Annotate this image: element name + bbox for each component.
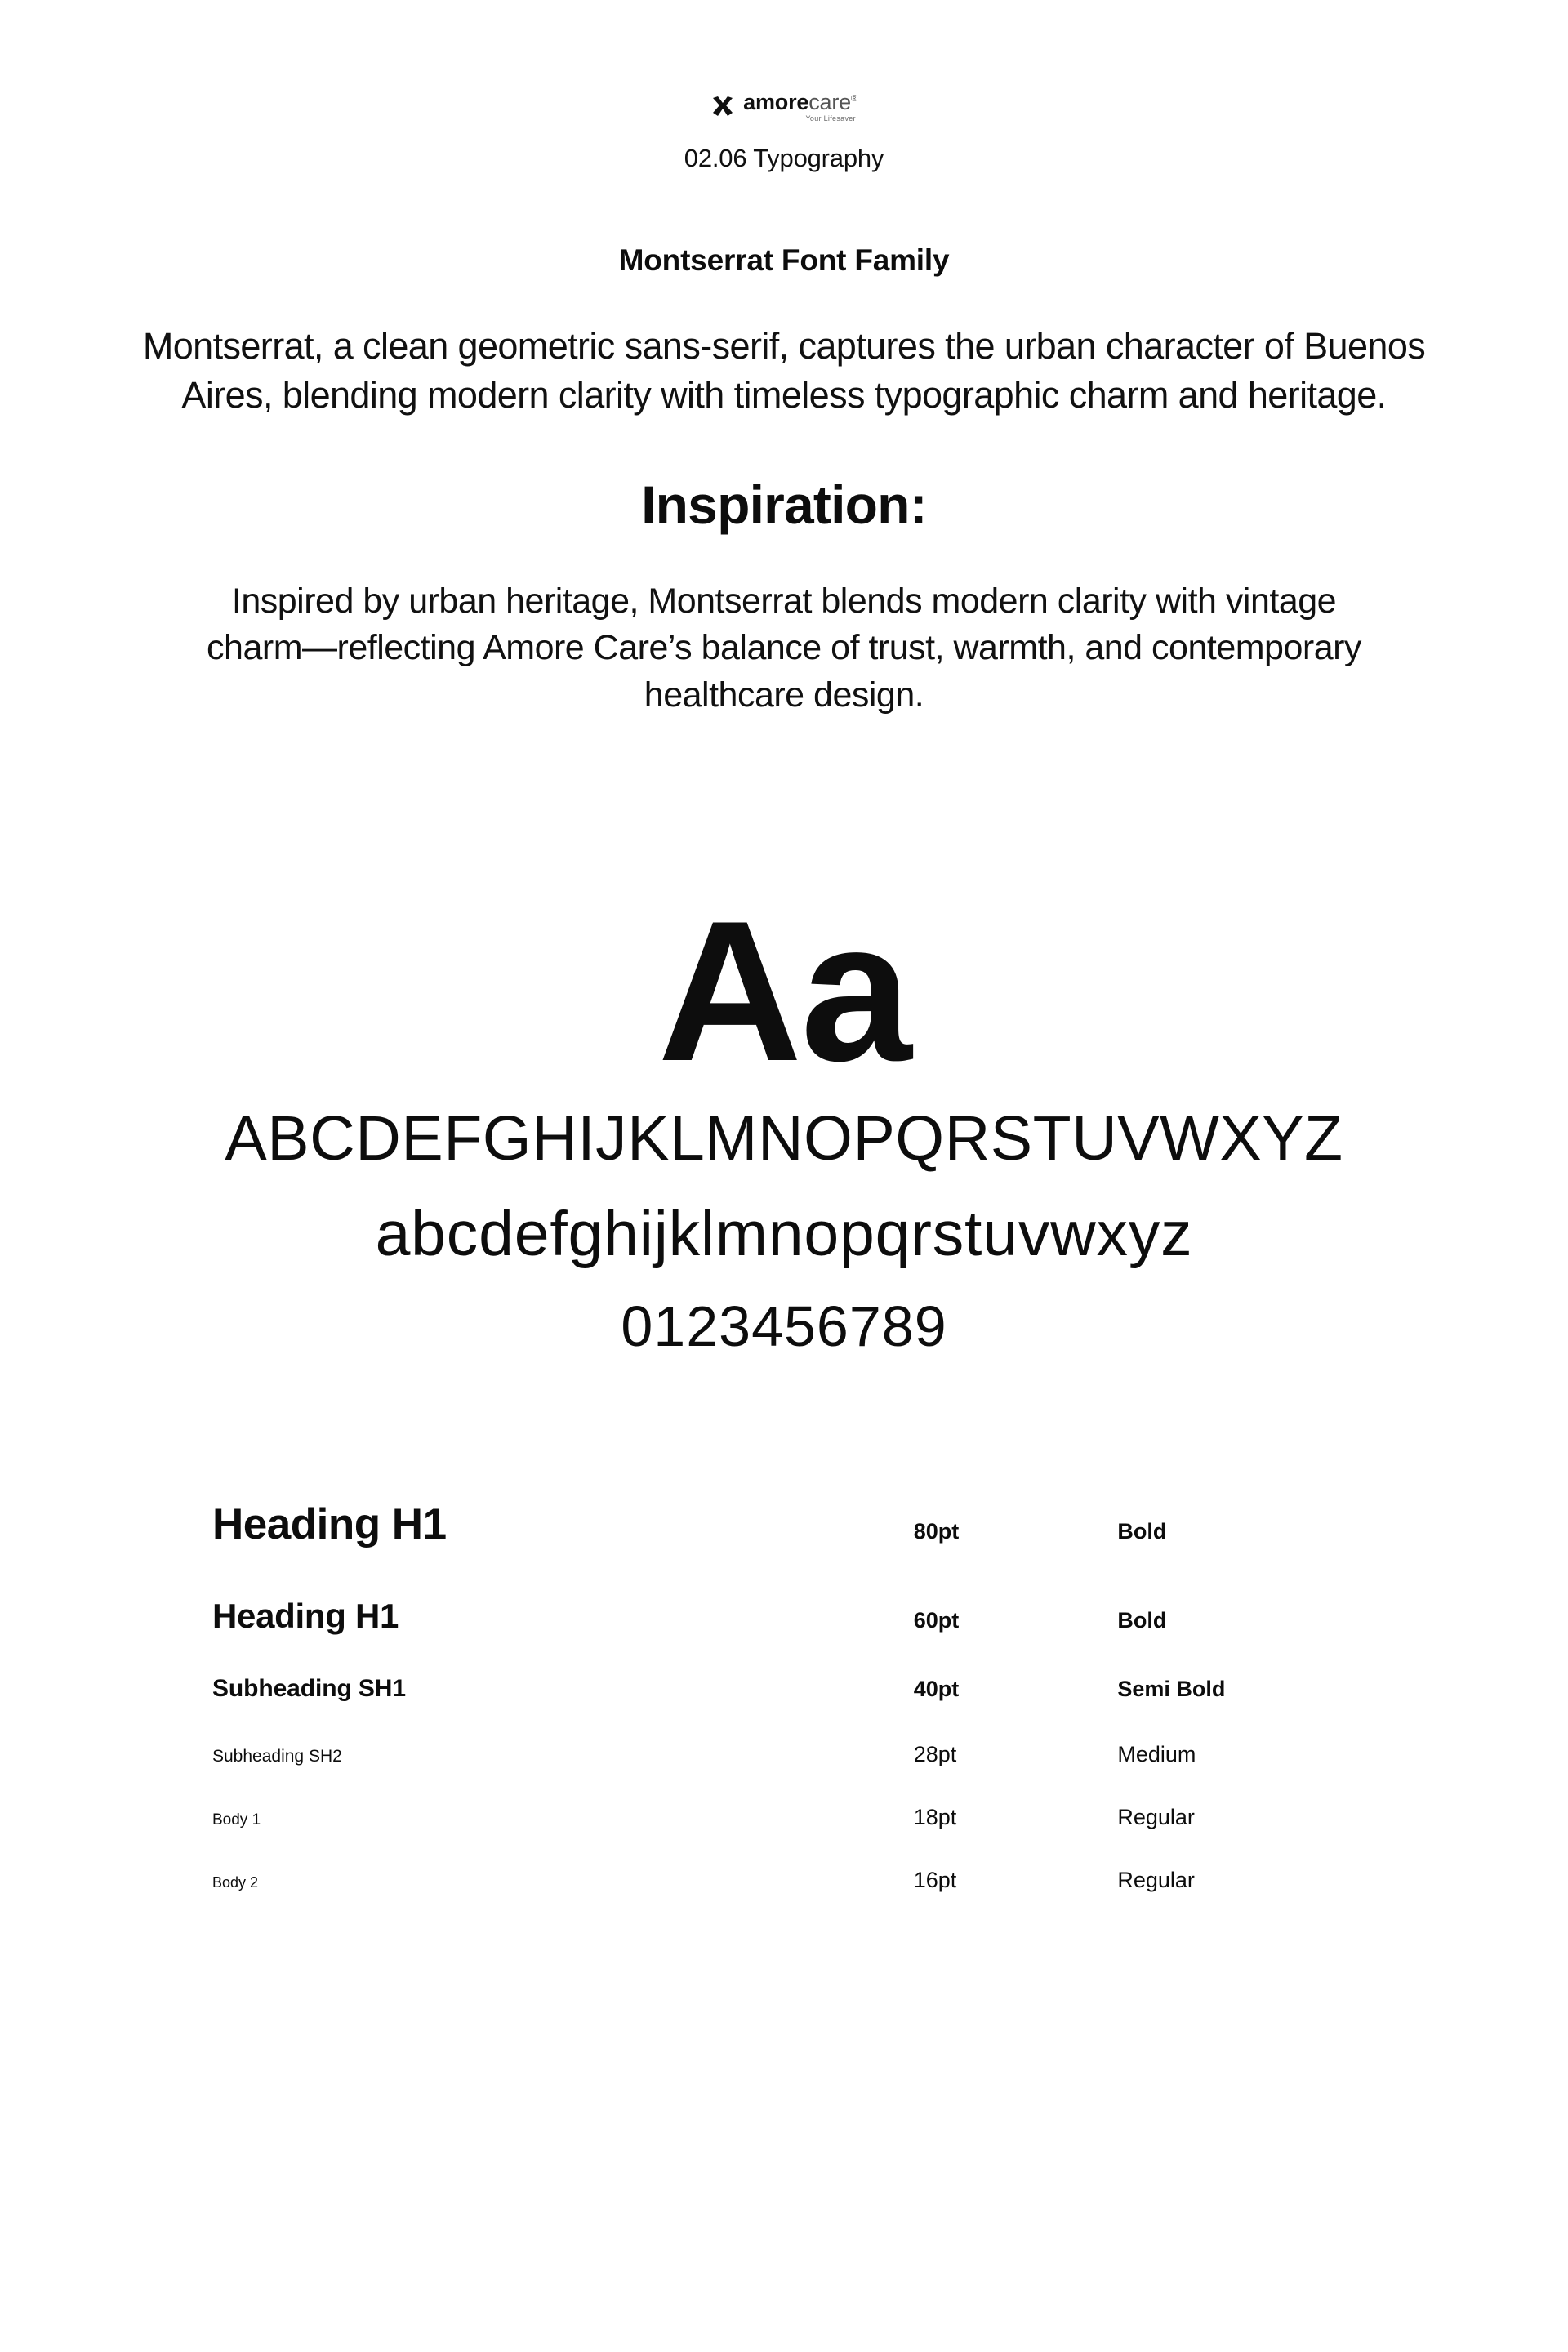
type-scale-weight: Semi Bold [1117,1676,1226,1701]
type-scale-sample: Body 2 [212,1873,259,1891]
type-scale-table [212,1499,1356,1893]
table-row [212,1499,1356,1597]
brand-name-bold: amore [743,90,809,114]
specimen-lowercase: abcdefghijklmnopqrstuvwxyz [375,1198,1193,1269]
brand-name-light: care [808,90,851,114]
type-scale-sample: Body 1 [212,1811,261,1829]
brand-tagline: Your Lifesaver [805,114,856,122]
type-scale-sample: Heading H1 [212,1499,447,1548]
type-scale-size: 16pt [913,1867,957,1892]
table-row [212,1805,1356,1868]
type-scale-size: 80pt [913,1518,960,1544]
type-scale-size: 28pt [913,1741,957,1766]
type-scale-weight: Bold [1117,1518,1167,1544]
font-family-title: Montserrat Font Family [618,243,950,277]
type-scale-size: 40pt [913,1676,960,1701]
brand-trademark: ® [850,94,858,104]
type-scale-weight: Medium [1117,1741,1196,1766]
type-scale-weight: Regular [1117,1804,1195,1829]
inspiration-title: Inspiration: [641,474,927,535]
type-scale-sample: Heading H1 [212,1596,399,1635]
type-scale-size: 18pt [913,1804,957,1829]
x-cross-icon [710,95,735,119]
inspiration-paragraph: Inspired by urban heritage, Montserrat blends modern clarity with vintage charm—reflecting Amore Care’s balance of trust, warmth, and contemporary healthcare design. [207,581,1361,715]
specimen-uppercase: ABCDEFGHIJKLMNOPQRSTUVWXYZ [225,1102,1343,1174]
typography-page [0,91,1568,2352]
type-scale-weight: Regular [1117,1867,1195,1892]
type-scale-sample: Subheading SH1 [212,1674,406,1702]
type-scale-sample: Subheading SH2 [212,1746,342,1766]
table-row [212,1868,1356,1893]
brand-logo [0,91,1568,122]
brand-wordmark [743,91,858,122]
intro-paragraph: Montserrat, a clean geometric sans-serif, captures the urban character of Buenos Aires, blending modern clarity with timeless typographic charm and heritage. [142,325,1426,416]
type-scale-size: 60pt [913,1607,960,1633]
table-row [212,1675,1356,1742]
table-row [212,1597,1356,1675]
specimen-aa: Aa [657,878,911,1102]
section-label: 02.06 Typography [684,144,884,172]
specimen-digits: 0123456789 [621,1294,947,1358]
table-row [212,1742,1356,1805]
type-scale-weight: Bold [1117,1607,1167,1633]
